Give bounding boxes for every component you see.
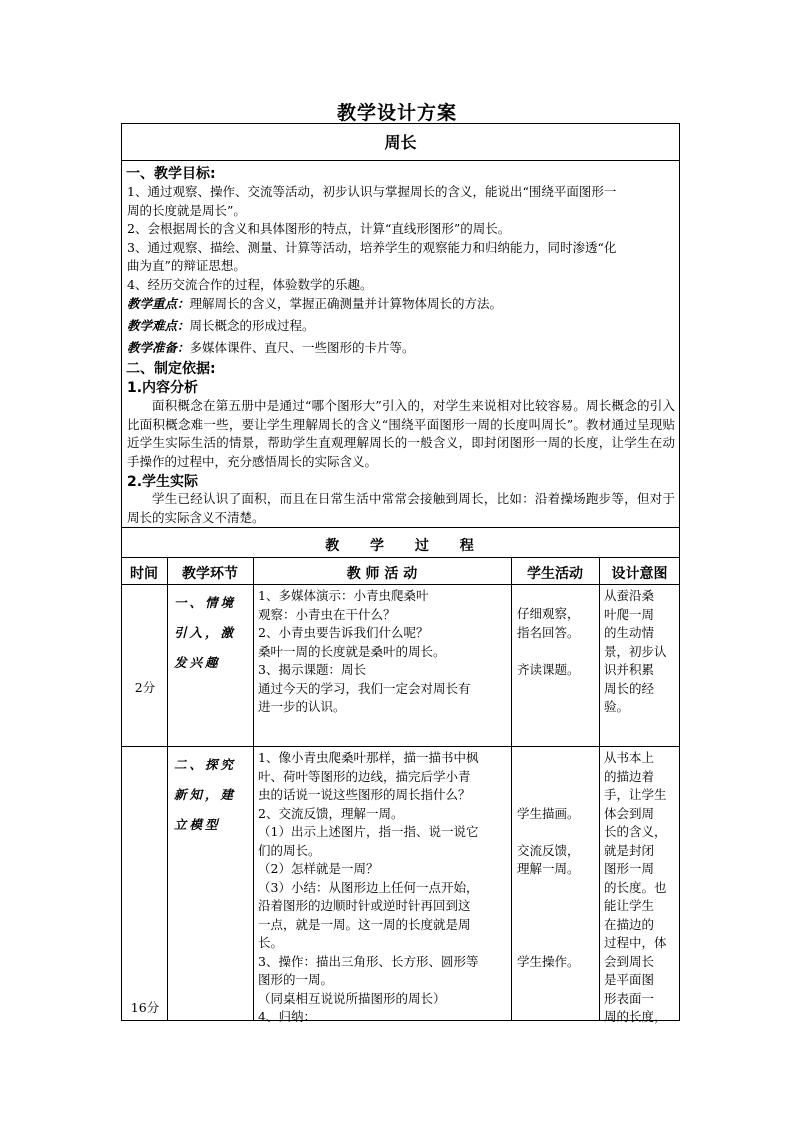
intent-line: 识并积累 bbox=[604, 662, 655, 677]
intent-line: 叶爬一周 bbox=[604, 606, 655, 622]
col-header-intent: 设计意图 bbox=[611, 566, 668, 582]
stage-line: 一、情境 bbox=[174, 595, 237, 610]
intent-line: 的长度。也 bbox=[604, 879, 667, 895]
student-situation-heading: 2.学生实际 bbox=[127, 474, 199, 490]
teacher-line: （3）小结：从图形边上任何一点开始， bbox=[258, 879, 479, 895]
intent-line: 会到周长 bbox=[604, 953, 655, 969]
content-analysis-heading: 1.内容分析 bbox=[127, 380, 199, 396]
student-situation-text: 学生已经认识了面积，而且在日常生活中常常会接触到周长，比如：沿着操场跑步等，但对于周长的实际含义不清楚。 bbox=[127, 491, 675, 525]
col-header-student: 学生活动 bbox=[527, 566, 583, 582]
preparation bbox=[127, 339, 415, 358]
student-line: 齐读课题。 bbox=[517, 661, 580, 677]
teacher-line: 桑叶一周的长度就是桑叶的周长。 bbox=[258, 643, 446, 659]
intent-line: 周长的经 bbox=[604, 680, 655, 696]
intent-line: 就是封闭 bbox=[604, 842, 655, 858]
col-header-stage: 教学环节 bbox=[182, 566, 238, 582]
goal-line: 2、会根据周长的含义和具体图形的特点，计算“直线形图形”的周长。 bbox=[127, 221, 511, 236]
intent-line: 过程中，体 bbox=[604, 935, 667, 950]
stage-line: 引入，激 bbox=[174, 625, 237, 640]
student-line: 学生描画。 bbox=[517, 805, 580, 821]
goals bbox=[127, 183, 616, 294]
rule-process-heading bbox=[121, 527, 680, 528]
key-point-text: 理解周长的含义，掌握正确测量并计算物体周长的方法。 bbox=[189, 296, 503, 311]
teacher-line: 1、像小青虫爬桑叶那样，描一描书中枫 bbox=[258, 750, 479, 765]
row1-teacher bbox=[258, 587, 508, 717]
teacher-line: 一点，就是一周。这一周的长度就是周 bbox=[258, 916, 471, 932]
intent-line: 长的含义， bbox=[604, 824, 667, 839]
teacher-line: 3、揭示课题：周长 bbox=[258, 662, 366, 677]
teacher-line: 4、归纳： bbox=[258, 1009, 316, 1024]
intent-line: 手，让学生 bbox=[604, 787, 667, 802]
col-divider-3 bbox=[511, 557, 512, 1021]
intent-line: 周的长度， bbox=[604, 1009, 667, 1024]
stage-line: 二、探究 bbox=[174, 757, 237, 772]
row2-time: 16分 bbox=[130, 1000, 160, 1015]
goal-line: 周的长度就是周长”。 bbox=[127, 202, 246, 218]
intent-line: 体会到周 bbox=[604, 805, 655, 821]
student-line: 理解一周。 bbox=[517, 861, 580, 876]
student-line bbox=[517, 823, 597, 842]
teacher-line: 长。 bbox=[258, 935, 284, 950]
teacher-line: 通过今天的学习，我们一定会对周长有 bbox=[258, 680, 471, 696]
teacher-line: 2、小青虫要告诉我们什么呢？ bbox=[258, 625, 429, 640]
teacher-line: 们的周长。 bbox=[258, 842, 321, 858]
preparation-text: 多媒体课件、直尺、一些图形的卡片等。 bbox=[189, 340, 415, 355]
student-line: 交流反馈， bbox=[517, 842, 580, 858]
intent-line: 能让学生 bbox=[604, 898, 655, 913]
teacher-line: 进一步的认识。 bbox=[258, 699, 346, 714]
intent-line: 在描边的 bbox=[604, 916, 655, 932]
difficulty-label: 教学难点： bbox=[127, 318, 190, 333]
key-point-label: 教学重点： bbox=[127, 296, 190, 311]
student-line: 指名回答。 bbox=[517, 624, 580, 640]
teacher-line: 虫的话说一说这些图形的周长指什么？ bbox=[258, 787, 471, 802]
row2-teacher bbox=[258, 749, 508, 1027]
preparation-label: 教学准备： bbox=[127, 340, 190, 355]
col-divider-1 bbox=[167, 557, 168, 1021]
student-line bbox=[517, 749, 597, 768]
student-line bbox=[517, 916, 597, 935]
row2-student bbox=[517, 749, 597, 971]
stage-line: 发兴趣 bbox=[174, 655, 221, 670]
goal-line: 4、经历交流合作的过程，体验数学的乐趣。 bbox=[127, 276, 373, 292]
rule-header-bottom bbox=[121, 584, 680, 585]
row2-intent bbox=[604, 749, 676, 1027]
intent-line: 从蚕沿桑 bbox=[604, 588, 655, 603]
col-divider-4 bbox=[599, 557, 600, 1021]
section2-heading: 二、制定依据: bbox=[126, 361, 216, 377]
student-line: 仔细观察， bbox=[517, 606, 580, 621]
intent-line: 验。 bbox=[604, 699, 630, 714]
teacher-line: 图形的一周。 bbox=[258, 972, 334, 987]
student-line bbox=[517, 879, 597, 898]
teacher-line: （2）怎样就是一周？ bbox=[258, 861, 379, 876]
goal-line: 3、通过观察、描绘、测量、计算等活动，培养学生的观察能力和归纳能力，同时渗透“化 bbox=[127, 239, 617, 255]
teacher-line: 1、多媒体演示：小青虫爬桑叶 bbox=[258, 588, 429, 603]
col-header-time: 时间 bbox=[130, 566, 158, 582]
stage-line: 新知，建 bbox=[174, 787, 237, 802]
intent-line: 从书本上 bbox=[604, 750, 655, 765]
student-line bbox=[517, 897, 597, 916]
teacher-line: 观察：小青虫在干什么？ bbox=[258, 606, 396, 622]
key-point bbox=[127, 295, 502, 314]
row2-stage bbox=[174, 750, 250, 840]
student-line: 学生操作。 bbox=[517, 953, 580, 969]
teacher-line: 2、交流反馈，理解一周。 bbox=[258, 805, 404, 821]
teacher-line: 3、操作：描出三角形、长方形、圆形等 bbox=[258, 953, 479, 969]
student-line bbox=[517, 642, 597, 661]
goal-line: 曲为直”的辩证思想。 bbox=[127, 258, 246, 273]
intent-line: 的描边着 bbox=[604, 768, 655, 784]
rule-subject bbox=[121, 160, 680, 161]
row1-time: 2分 bbox=[134, 680, 156, 695]
teacher-line: （1）出示上述图片，指一指、说一说它 bbox=[258, 824, 479, 839]
row1-intent bbox=[604, 587, 676, 717]
teacher-line: 叶、荷叶等图形的边线，描完后学小青 bbox=[258, 768, 471, 784]
intent-line: 景，初步认 bbox=[604, 643, 667, 659]
student-line bbox=[517, 768, 597, 787]
content-analysis-text: 面积概念在第五册中是通过“哪个图形大”引入的，对学生来说相对比较容易。周长概念的引入比面积概念难一些，要让学生理解周长的含义“围绕平面图形一周的长度叫周长”。教材通过呈现贴近学生实际生活的情景，帮助学生直观理解周长的一般含义，即封闭图形一周的长度，让学生在动手操作的过程中，充分感悟周长的实际含义。 bbox=[127, 398, 675, 469]
difficulty-point bbox=[127, 317, 315, 336]
rule-column-headers bbox=[121, 557, 680, 558]
stage-line: 立模型 bbox=[174, 817, 221, 832]
difficulty-text: 周长概念的形成过程。 bbox=[189, 318, 315, 333]
section1-heading: 一、教学目标: bbox=[126, 166, 216, 182]
process-heading: 教 学 过 程 bbox=[325, 538, 476, 554]
intent-line: 是平面图 bbox=[604, 972, 655, 987]
goal-line: 1、通过观察、操作、交流等活动，初步认识与掌握周长的含义，能说出“围绕平面图形一 bbox=[127, 184, 617, 199]
teacher-line: （同桌相互说说所描图形的周长） bbox=[258, 990, 446, 1006]
student-line bbox=[517, 786, 597, 805]
intent-line: 形表面一 bbox=[604, 990, 655, 1006]
col-header-teacher: 教 师 活 动 bbox=[346, 566, 418, 582]
intent-line: 图形一周 bbox=[604, 861, 655, 876]
col-divider-2 bbox=[253, 557, 254, 1021]
row1-stage bbox=[174, 588, 250, 678]
subject-title: 周长 bbox=[384, 133, 417, 152]
teacher-line: 沿着图形的边顺时针或逆时针再回到这 bbox=[258, 898, 471, 913]
intent-line: 的生动情 bbox=[604, 625, 655, 640]
rule-row1-bottom bbox=[121, 746, 680, 747]
row1-student bbox=[517, 605, 597, 679]
document-title: 教学设计方案 bbox=[336, 102, 457, 124]
student-line bbox=[517, 934, 597, 953]
